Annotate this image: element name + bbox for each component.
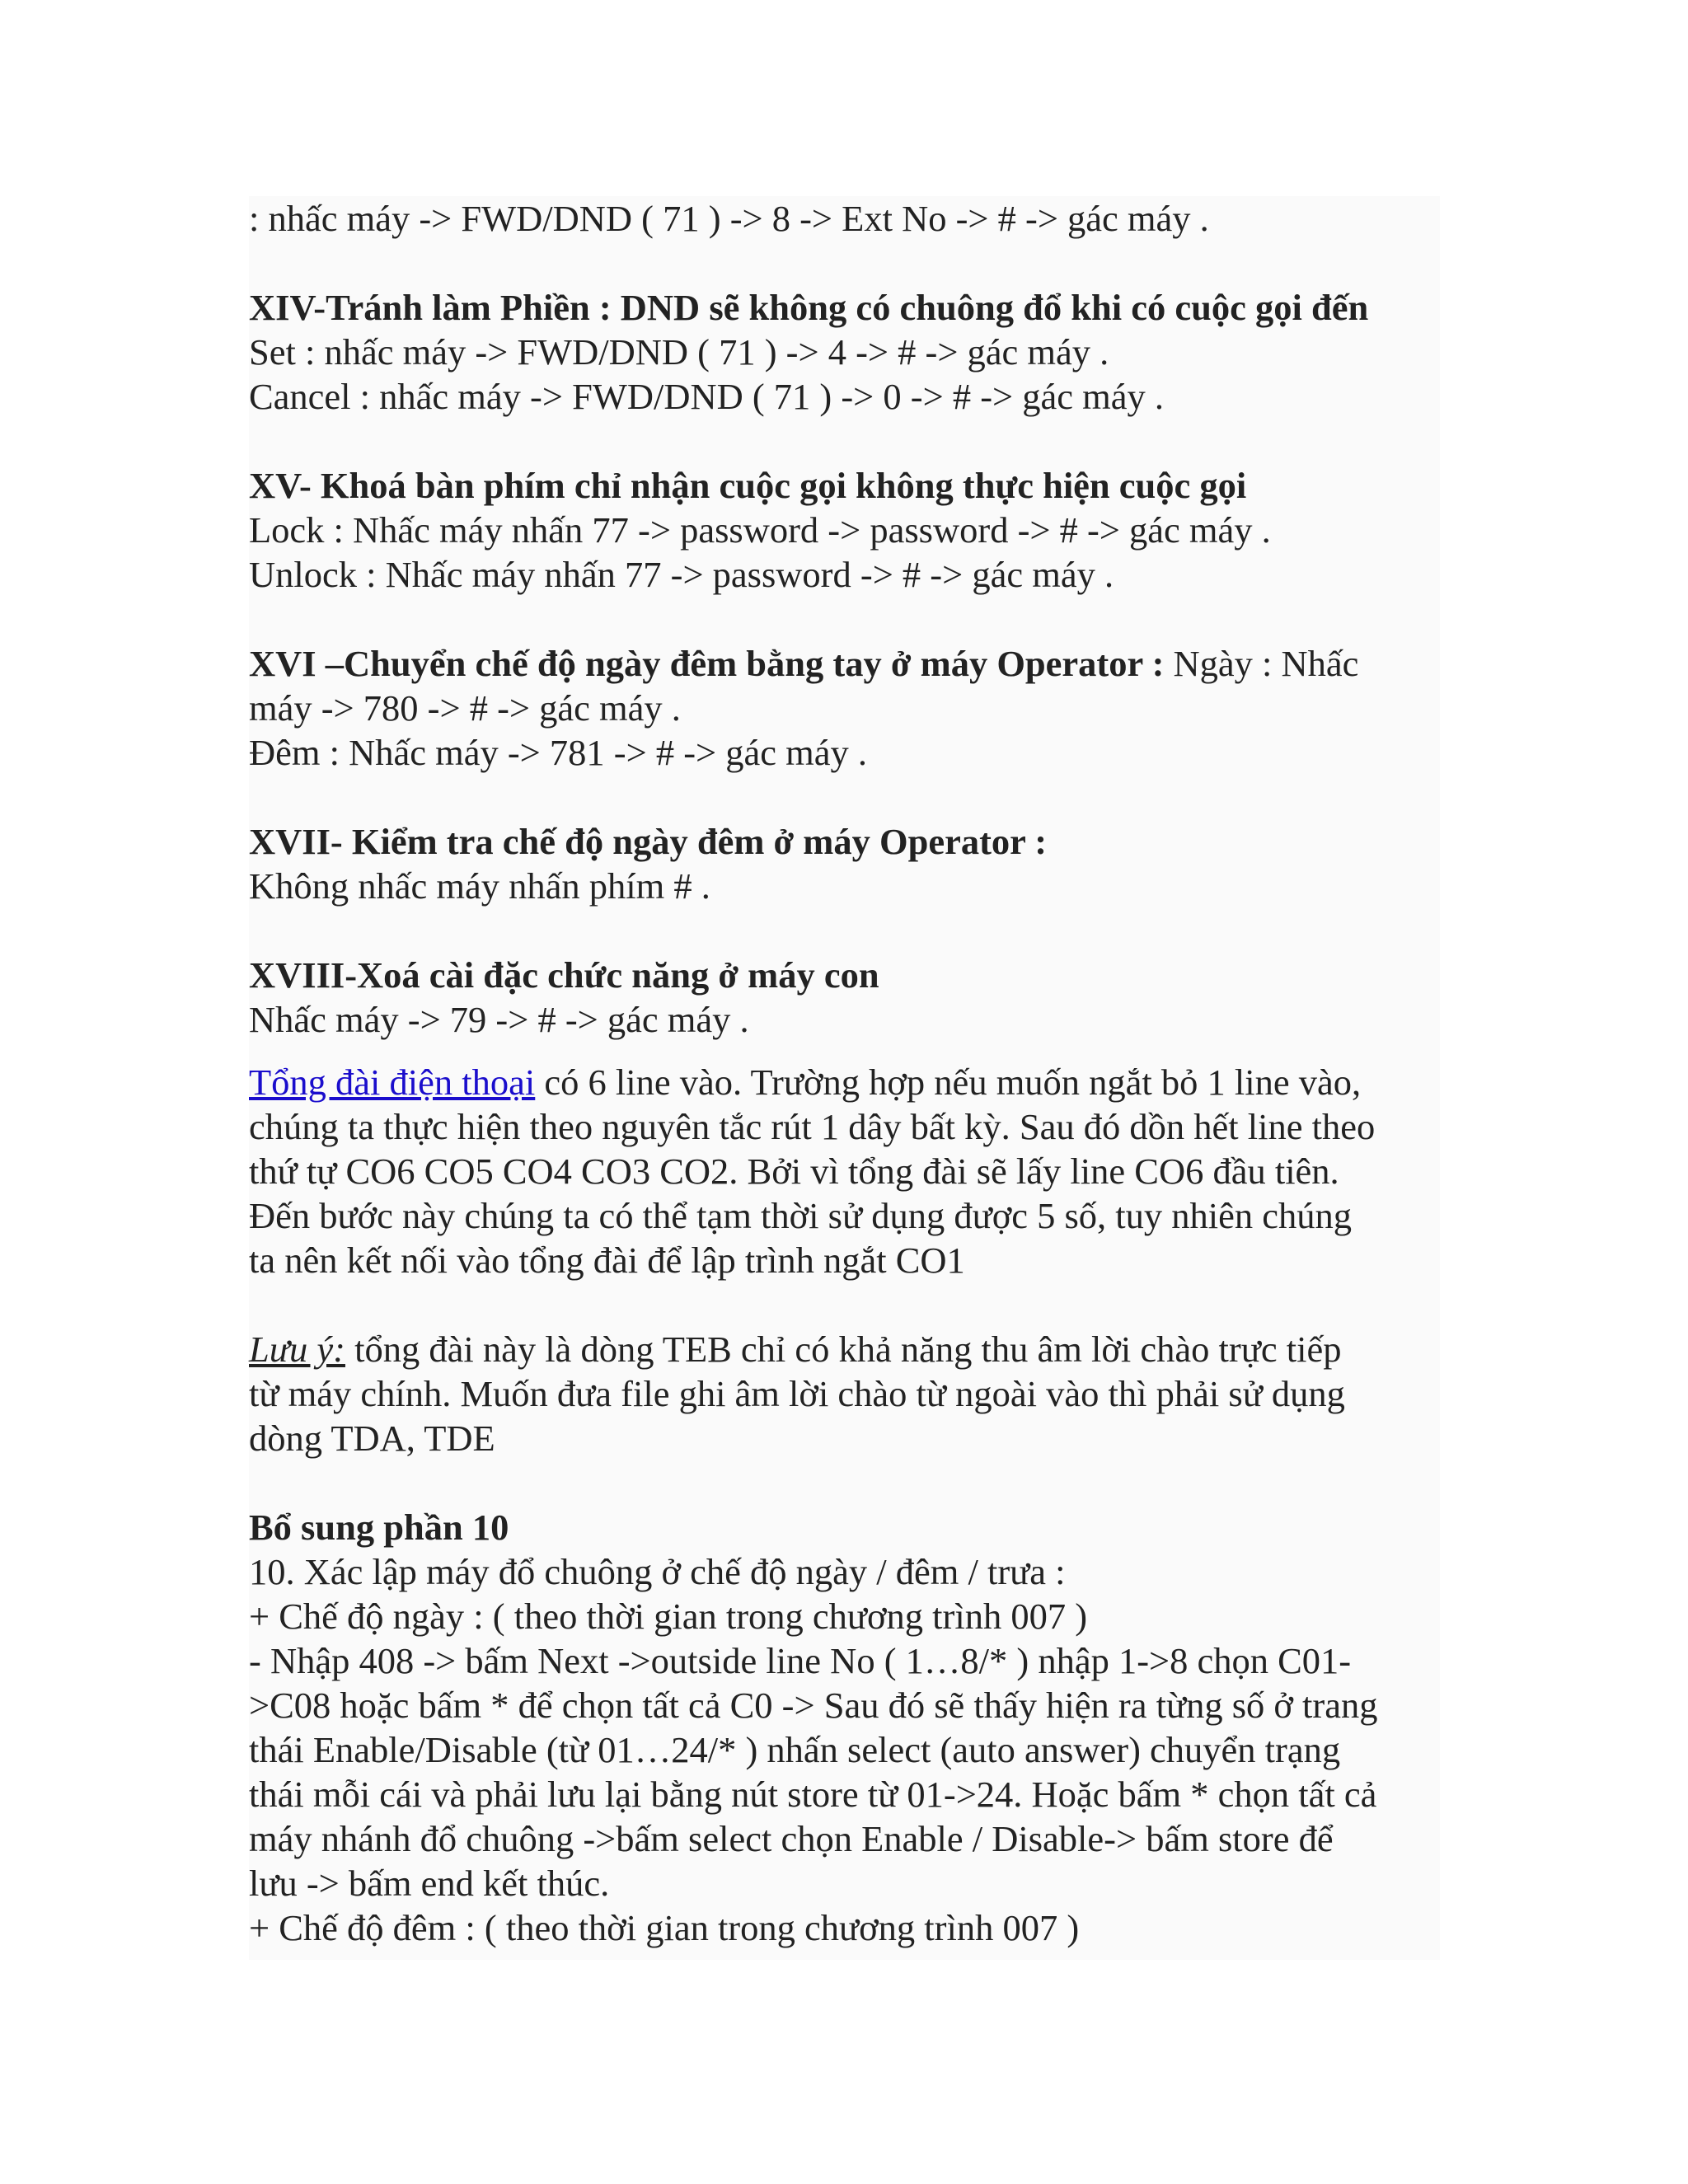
text-line: thái Enable/Disable (từ 01…24/* ) nhấn select (auto answer) chuyển trạng [249,1729,1341,1770]
text-line: máy nhánh đổ chuông ->bấm select chọn Enable / Disable-> bấm store để [249,1818,1334,1859]
section-heading-xiv: XIV-Tránh làm Phiền : DND sẽ không có chuông đổ khi có cuộc gọi đến [249,287,1369,328]
text-line: Cancel : nhấc máy -> FWD/DND ( 71 ) -> 0 -> # -> gác máy . [249,376,1164,417]
document-body [249,196,1440,1960]
paragraph-first-line [249,1060,1440,1104]
text-inline: có 6 line vào. Trường hợp nếu muốn ngắt bỏ 1 line vào, [535,1062,1362,1103]
section-heading-supplement: Bổ sung phần 10 [249,1507,509,1548]
section-xvi-first-line [249,641,1440,686]
text-line: >C08 hoặc bấm * để chọn tất cả C0 -> Sau đó sẽ thấy hiện ra từng số ở trang [249,1685,1378,1726]
text-line: dòng TDA, TDE [249,1418,495,1459]
section-heading-xv: XV- Khoá bàn phím chỉ nhận cuộc gọi không thực hiện cuộc gọi [249,465,1247,506]
text-line: ta nên kết nối vào tổng đài để lập trình ngắt CO1 [249,1240,965,1281]
note-first-line [249,1327,1440,1371]
text-line: Không nhấc máy nhấn phím # . [249,865,710,907]
note-label: Lưu ý: [249,1329,345,1370]
text-line: Đêm : Nhấc máy -> 781 -> # -> gác máy . [249,732,867,773]
text-line: thứ tự CO6 CO5 CO4 CO3 CO2. Bởi vì tổng đài sẽ lấy line CO6 đầu tiên. [249,1151,1339,1192]
section-heading-xviii: XVIII-Xoá cài đặc chức năng ở máy con [249,954,879,996]
text-line: từ máy chính. Muốn đưa file ghi âm lời chào từ ngoài vào thì phải sử dụng [249,1373,1345,1414]
text-line: chúng ta thực hiện theo nguyên tắc rút 1 dây bất kỳ. Sau đó dồn hết line theo [249,1106,1376,1147]
tong-dai-link[interactable]: Tổng đài điện thoại [249,1062,536,1103]
text-line: Unlock : Nhấc máy nhấn 77 -> password -> # -> gác máy . [249,554,1114,595]
text-line: 10. Xác lập máy đổ chuông ở chế độ ngày / đêm / trưa : [249,1551,1066,1592]
text-inline: Ngày : Nhấc [1164,643,1359,684]
text-line: - Nhập 408 -> bấm Next ->outside line No ( 1…8/* ) nhập 1->8 chọn C01- [249,1640,1352,1681]
text-inline: tổng đài này là dòng TEB chỉ có khả năng thu âm lời chào trực tiếp [345,1329,1342,1370]
text-line: thái mỗi cái và phải lưu lại bằng nút store từ 01->24. Hoặc bấm * chọn tất cả [249,1774,1377,1815]
text-line: Lock : Nhấc máy nhấn 77 -> password -> password -> # -> gác máy . [249,509,1271,551]
text-line: Nhấc máy -> 79 -> # -> gác máy . [249,999,749,1040]
section-heading-xvi: XVI –Chuyển chế độ ngày đêm bằng tay ở máy Operator : [249,643,1165,684]
text-line: lưu -> bấm end kết thúc. [249,1863,610,1904]
text-line: máy -> 780 -> # -> gác máy . [249,687,681,729]
text-line: + Chế độ ngày : ( theo thời gian trong chương trình 007 ) [249,1596,1088,1637]
text-line: : nhấc máy -> FWD/DND ( 71 ) -> 8 -> Ext No -> # -> gác máy . [249,198,1209,239]
section-heading-xvii: XVII- Kiểm tra chế độ ngày đêm ở máy Operator : [249,821,1048,862]
text-line: Set : nhấc máy -> FWD/DND ( 71 ) -> 4 -> # -> gác máy . [249,331,1109,373]
text-line: Đến bước này chúng ta có thể tạm thời sử dụng được 5 số, tuy nhiên chúng [249,1195,1353,1236]
text-line: + Chế độ đêm : ( theo thời gian trong chương trình 007 ) [249,1907,1080,1948]
